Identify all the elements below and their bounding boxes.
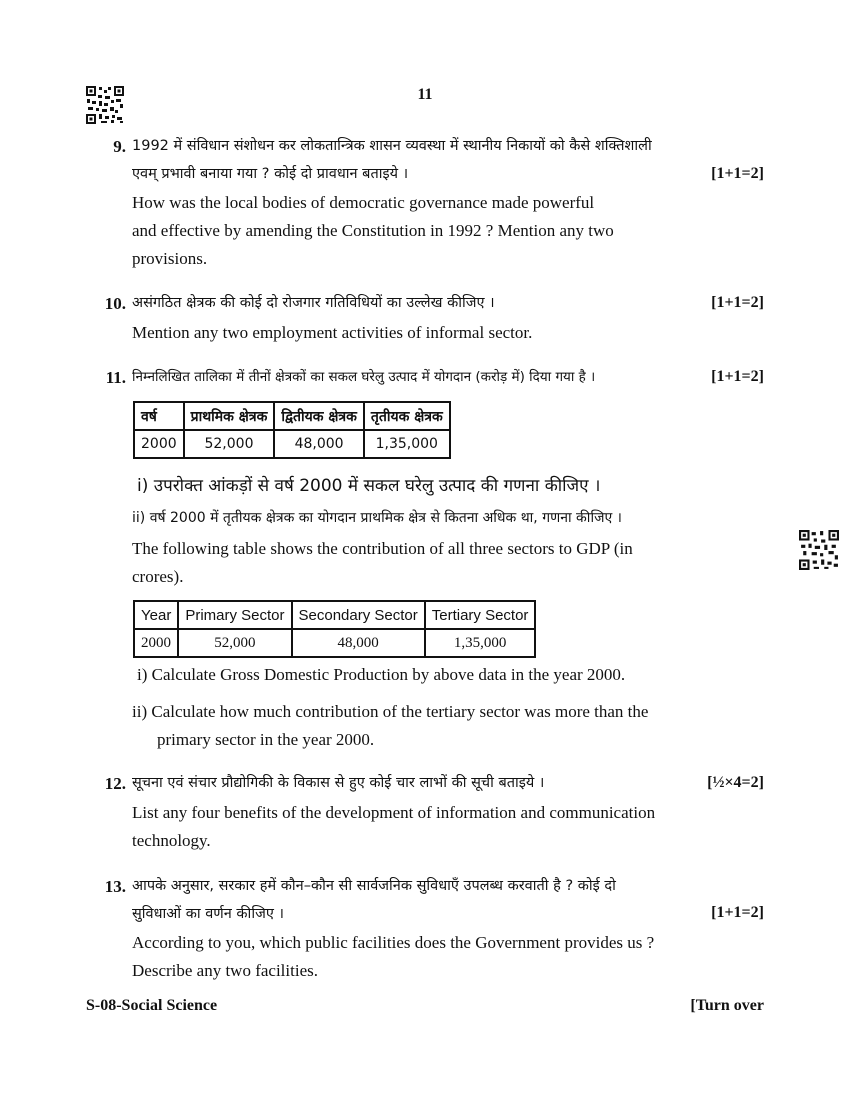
sub-question-english-i: i) Calculate Gross Domestic Production by above data in the year 2000. xyxy=(137,665,626,684)
qr-code-right-margin xyxy=(799,530,839,570)
question-hindi-text: 1992 में संविधान संशोधन कर लोकतान्त्रिक शासन व्यवस्था में स्थानीय निकायों को कैसे शक्तिशाली xyxy=(132,138,652,154)
table-header-row xyxy=(134,601,535,629)
question-english-text: Describe any two facilities. xyxy=(132,961,318,980)
hindi-data-table xyxy=(133,401,451,459)
sub-question-english-ii: ii) Calculate how much contribution of the tertiary sector was more than the xyxy=(132,702,649,721)
question-number: 13. xyxy=(104,877,126,896)
question-english-text: provisions. xyxy=(132,249,208,268)
question-hindi-text: आपके अनुसार, सरकार हमें कौन–कौन सी सार्वजनिक सुविधाएँ उपलब्ध करवाती है ? कोई दो xyxy=(132,878,616,894)
question-english-text: crores). xyxy=(132,567,184,586)
page-number: 11 xyxy=(417,86,433,103)
marks-label: [1+1=2] xyxy=(711,294,764,311)
footer-turn-over: [Turn over xyxy=(690,997,764,1014)
marks-label: [½×4=2] xyxy=(707,774,764,791)
question-hindi-text: असंगठित क्षेत्रक की कोई दो रोजगार गतिविधियों का उल्लेख कीजिए । xyxy=(132,295,495,311)
table-header-cell: द्वितीयक क्षेत्रक xyxy=(274,402,364,430)
table-cell: 52,000 xyxy=(184,430,275,458)
table-row xyxy=(134,629,535,657)
table-cell: 48,000 xyxy=(274,430,364,458)
table-header-cell: Tertiary Sector xyxy=(425,601,536,629)
question-english-text: and effective by amending the Constitution in 1992 ? Mention any two xyxy=(132,221,614,240)
sub-question-hindi-i: i) उपरोक्त आंकड़ों से वर्ष 2000 में सकल घरेलु उत्पाद की गणना कीजिए । xyxy=(137,476,601,496)
table-cell: 2000 xyxy=(134,629,178,657)
marks-label: [1+1=2] xyxy=(711,368,764,385)
footer-subject-code: S-08-Social Science xyxy=(86,997,218,1014)
table-row xyxy=(134,430,450,458)
question-english-text: technology. xyxy=(132,831,211,850)
table-cell: 48,000 xyxy=(292,629,425,657)
marks-label: [1+1=2] xyxy=(711,165,764,182)
table-header-cell: Year xyxy=(134,601,178,629)
question-hindi-text: एवम् प्रभावी बनाया गया ? कोई दो प्रावधान बताइये । xyxy=(132,166,409,182)
question-number: 11. xyxy=(105,368,126,387)
question-number: 9. xyxy=(113,137,126,156)
table-cell: 1,35,000 xyxy=(425,629,536,657)
question-hindi-text: निम्नलिखित तालिका में तीनों क्षेत्रकों का सकल घरेलु उत्पाद में योगदान (करोड़ में) दिया गया है । xyxy=(132,369,596,385)
table-header-cell: Primary Sector xyxy=(178,601,291,629)
table-cell: 52,000 xyxy=(178,629,291,657)
question-number: 10. xyxy=(104,294,126,313)
table-cell: 1,35,000 xyxy=(364,430,450,458)
question-english-text: According to you, which public facilities does the Government provides us ? xyxy=(132,933,655,952)
table-header-cell: प्राथमिक क्षेत्रक xyxy=(184,402,275,430)
question-hindi-text: सुविधाओं का वर्णन कीजिए । xyxy=(132,906,284,922)
table-header-cell: तृतीयक क्षेत्रक xyxy=(364,402,450,430)
table-cell: 2000 xyxy=(134,430,184,458)
question-english-text: List any four benefits of the development of information and communication xyxy=(132,803,656,822)
question-english-text: Mention any two employment activities of informal sector. xyxy=(132,323,533,342)
sub-question-hindi-ii: ii) वर्ष 2000 में तृतीयक क्षेत्रक का योगदान प्राथमिक क्षेत्र से कितना अधिक था, गणना कीजिए । xyxy=(132,510,622,526)
marks-label: [1+1=2] xyxy=(711,904,764,921)
question-english-text: The following table shows the contribution of all three sectors to GDP (in xyxy=(132,539,633,558)
table-header-row xyxy=(134,402,450,430)
table-header-cell: Secondary Sector xyxy=(292,601,425,629)
question-english-text: How was the local bodies of democratic governance made powerful xyxy=(132,193,595,212)
question-hindi-text: सूचना एवं संचार प्रौद्योगिकी के विकास से हुए कोई चार लाभों की सूची बताइये । xyxy=(132,775,545,791)
english-data-table xyxy=(133,600,536,658)
table-header-cell: वर्ष xyxy=(134,402,184,430)
question-number: 12. xyxy=(104,774,126,793)
sub-question-english-ii-cont: primary sector in the year 2000. xyxy=(157,730,375,749)
